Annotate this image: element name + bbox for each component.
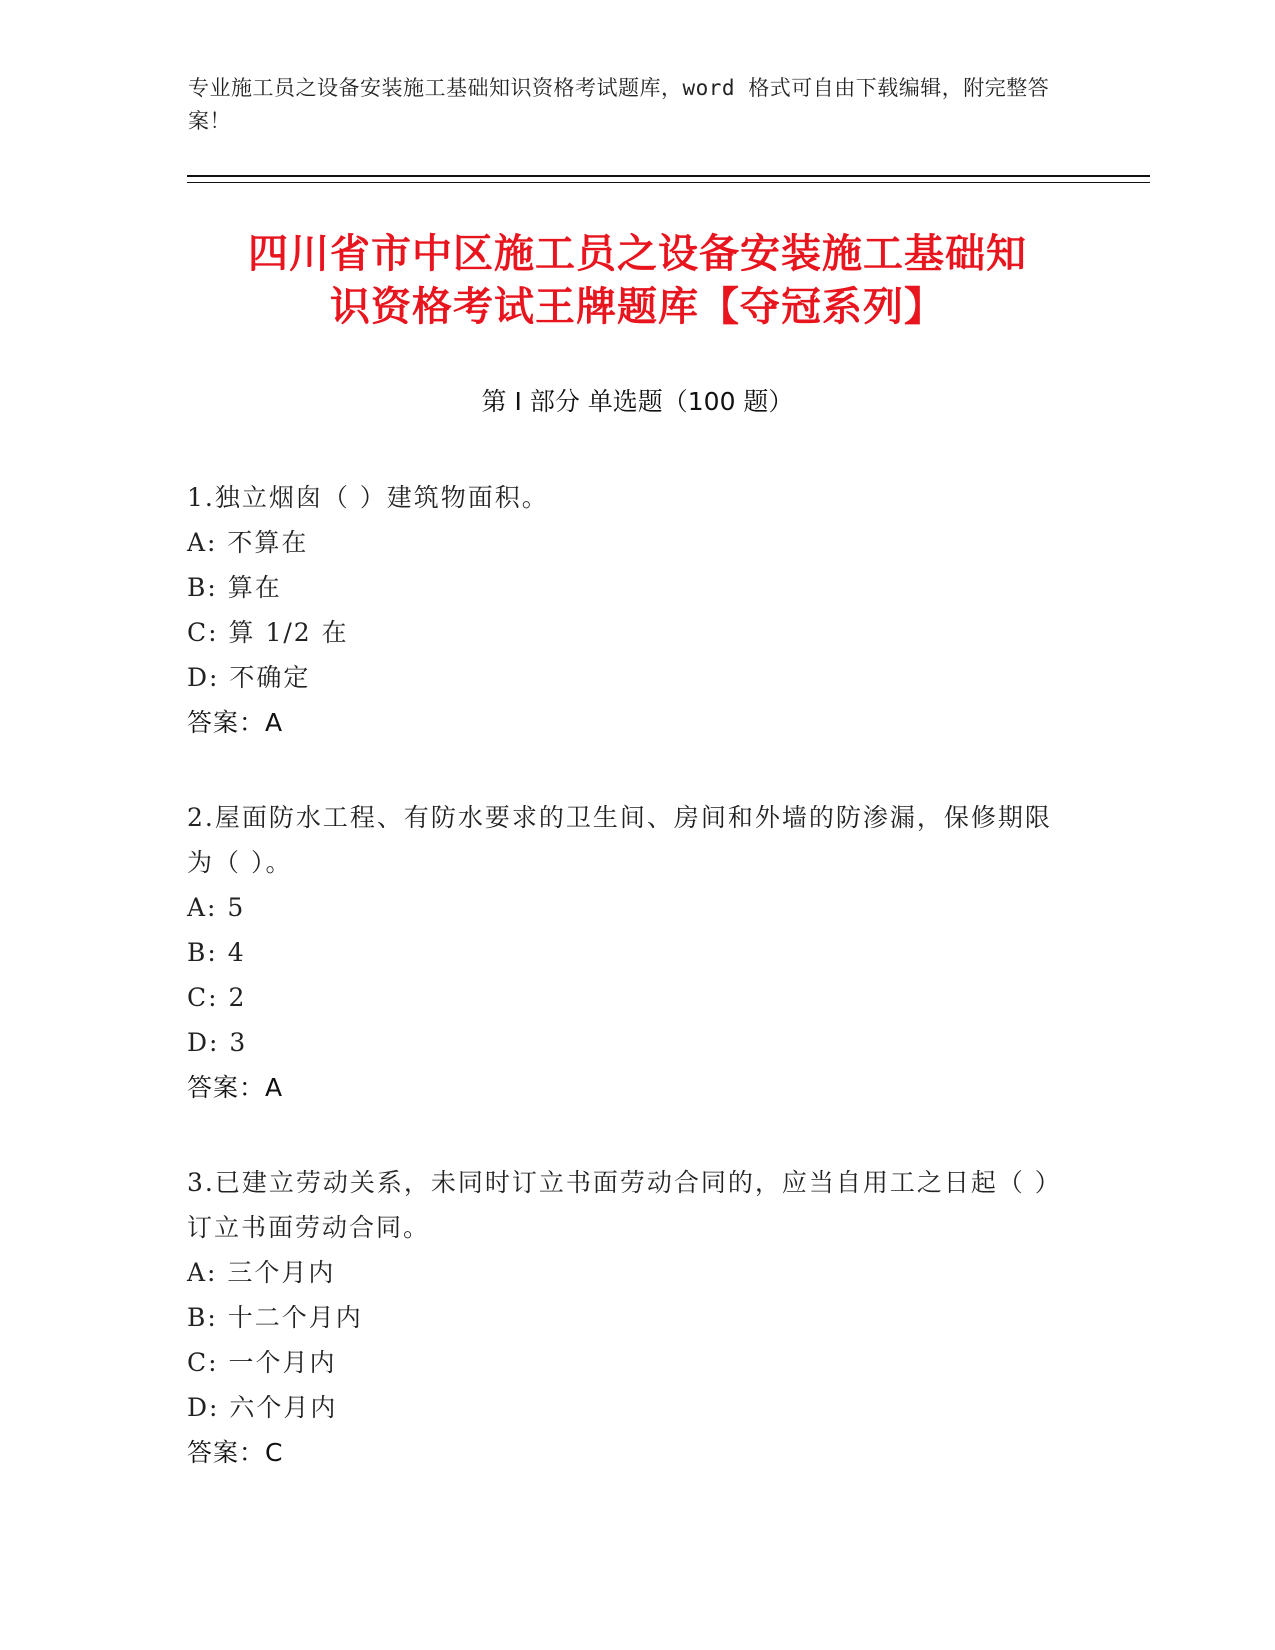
question-item [187, 1160, 1057, 1475]
title-line-1: 四川省市中区施工员之设备安装施工基础知 [248, 231, 1027, 277]
option-a: A: 不算在 [187, 528, 309, 557]
option-b: B: 十二个月内 [187, 1303, 363, 1332]
title-line-2: 识资格考试王牌题库【夺冠系列】 [330, 284, 945, 330]
option-b: B: 算在 [187, 573, 282, 602]
option-d: D: 六个月内 [187, 1393, 338, 1422]
question-list [187, 475, 1057, 1525]
header-divider-thick [187, 175, 1150, 177]
question-stem: 2.屋面防水工程、有防水要求的卫生间、房间和外墙的防渗漏，保修期限为（ ）。 [187, 803, 1052, 877]
header-divider-thin [187, 182, 1150, 183]
option-d: D: 3 [187, 1028, 248, 1057]
answer: 答案：A [187, 1073, 284, 1102]
option-c: C: 算 1/2 在 [187, 618, 349, 647]
answer: 答案：C [187, 1438, 284, 1467]
question-stem: 3.已建立劳动关系，未同时订立书面劳动合同的，应当自用工之日起（ ）订立书面劳动合同。 [187, 1168, 1050, 1242]
answer: 答案：A [187, 708, 284, 737]
section-title: 第 I 部分 单选题（100 题） [481, 387, 794, 416]
header-note: 专业施工员之设备安装施工基础知识资格考试题库，word 格式可自由下载编辑，附完整答案！ [188, 76, 1050, 133]
option-b: B: 4 [187, 938, 246, 967]
option-d: D: 不确定 [187, 663, 311, 692]
document-title [160, 228, 1115, 334]
question-item [187, 795, 1057, 1110]
question-item [187, 475, 1057, 745]
question-stem: 1.独立烟囱（ ）建筑物面积。 [187, 483, 549, 512]
option-c: C: 一个月内 [187, 1348, 337, 1377]
option-c: C: 2 [187, 983, 247, 1012]
option-a: A: 5 [187, 893, 246, 922]
option-a: A: 三个月内 [187, 1258, 336, 1287]
